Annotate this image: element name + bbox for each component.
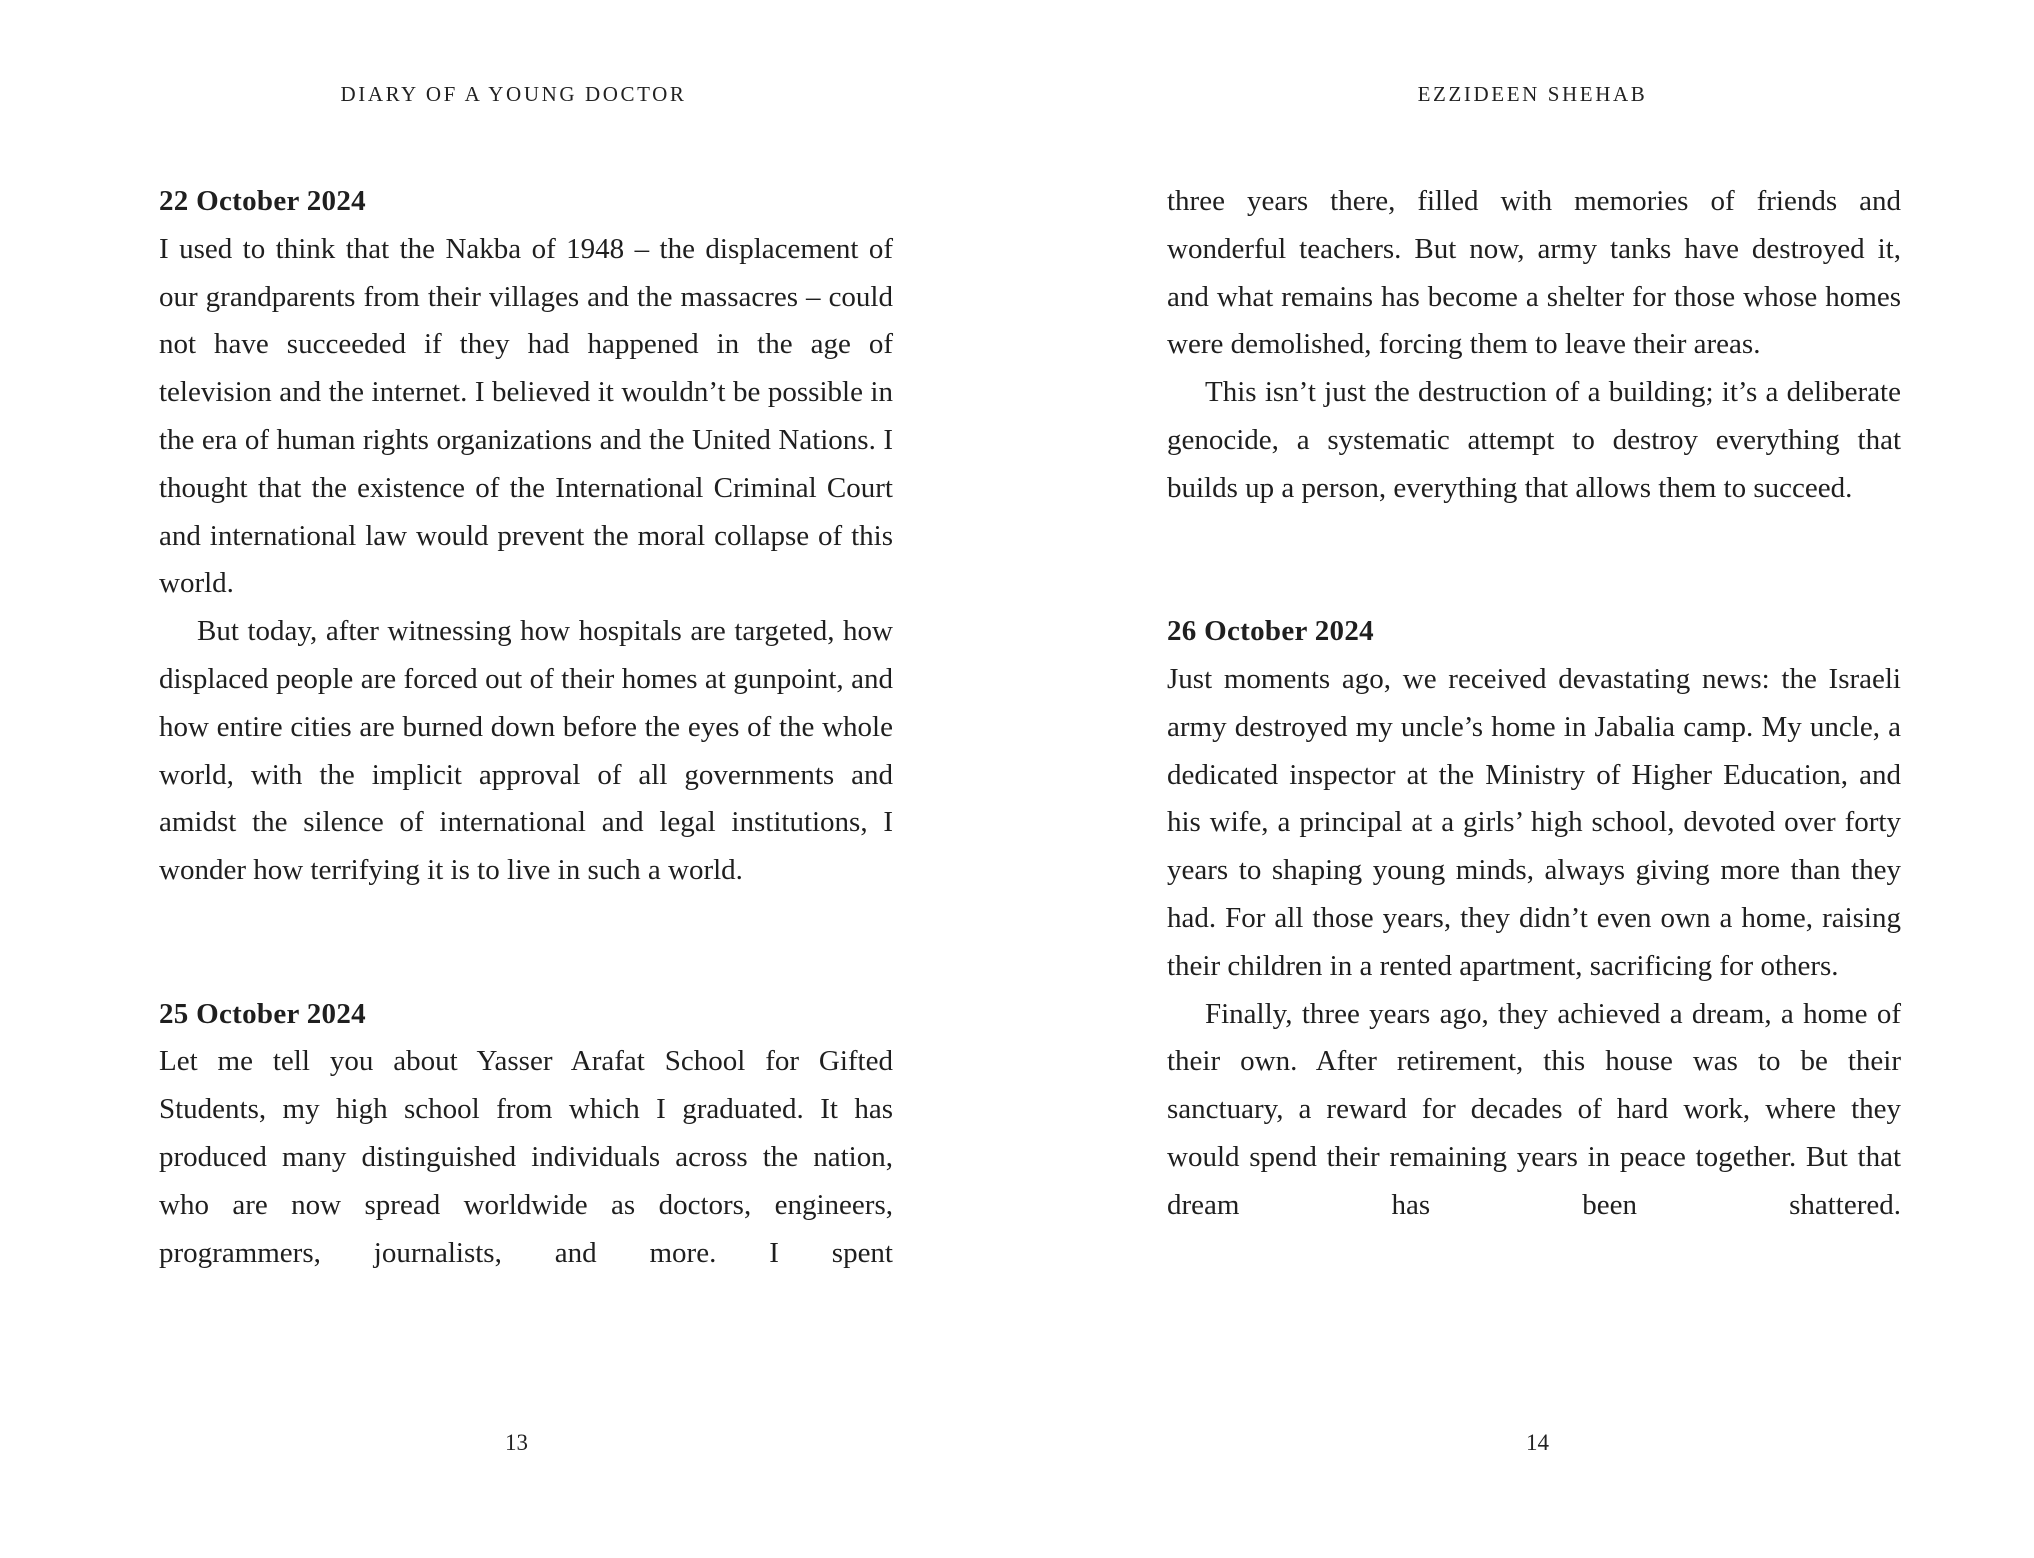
page-number-left: 13 (505, 1430, 528, 1455)
running-head-left: DIARY OF A YOUNG DOCTOR (340, 82, 687, 106)
continuation-paragraph: three years there, filled with memories of friends and wonderful teachers. But now, army tanks have destroyed it, and what remains has become a shelter for those whose homes were demolished, forcing them to leave their areas. (1167, 185, 1901, 361)
entry-paragraph: Let me tell you about Yasser Arafat School for Gifted Students, my high school from which I graduated. It has produced many distinguished individuals across the nation, who are now spread worldwide as doctors, engineers, programmers, journalists, and more. I spent (159, 1045, 893, 1269)
left-text-block (159, 178, 893, 1277)
entry-date: 25 October 2024 (159, 997, 366, 1030)
entry-separator (1167, 513, 1901, 609)
entry-paragraph: But today, after witnessing how hospitals are targeted, how displaced people are forced out of their homes at gunpoint, and how entire cities are burned down before the eyes of the whole world, with the implicit approval of all governments and amidst the silence of international and legal institutions, I wonder how terrifying it is to live in such a world. (159, 615, 893, 887)
entry-paragraph: Finally, three years ago, they achieved a dream, a home of their own. After retirement, this house was to be their sanctuary, a reward for decades of hard work, where they would spend their remaining years in peace together. But that dream has been shattered. (1167, 997, 1901, 1221)
running-head-right: EZZIDEEN SHEHAB (1417, 82, 1648, 106)
entry-date: 22 October 2024 (159, 185, 366, 217)
continuation-paragraph: This isn’t just the destruction of a building; it’s a deliberate genocide, a systematic attempt to destroy everything that builds up a person, everything that allows them to succeed. (1167, 376, 1901, 504)
right-page (1017, 0, 2034, 1558)
entry-paragraph: Just moments ago, we received devastating news: the Israeli army destroyed my uncle’s home in Jabalia camp. My uncle, a dedicated inspector at the Ministry of Higher Education, and his wife, a principal at a girls’ high school, devoted over forty years to shaping young minds, always giving more than they had. For all those years, they didn’t even own a home, raising their children in a rented apartment, sacrificing for others. (1167, 662, 1901, 982)
entry-paragraph: I used to think that the Nakba of 1948 – the displacement of our grandparents from their villages and the massacres – could not have succeeded if they had happened in the age of television and the internet. I believed it wouldn’t be possible in the era of human rights organizations and the United Nations. I thought that the existence of the International Criminal Court and international law would prevent the moral collapse of this world. (159, 232, 893, 600)
entry-date: 26 October 2024 (1167, 615, 1374, 648)
entry-separator (159, 895, 893, 991)
right-text-block (1167, 178, 1901, 1230)
page-number-right: 14 (1526, 1430, 1549, 1455)
